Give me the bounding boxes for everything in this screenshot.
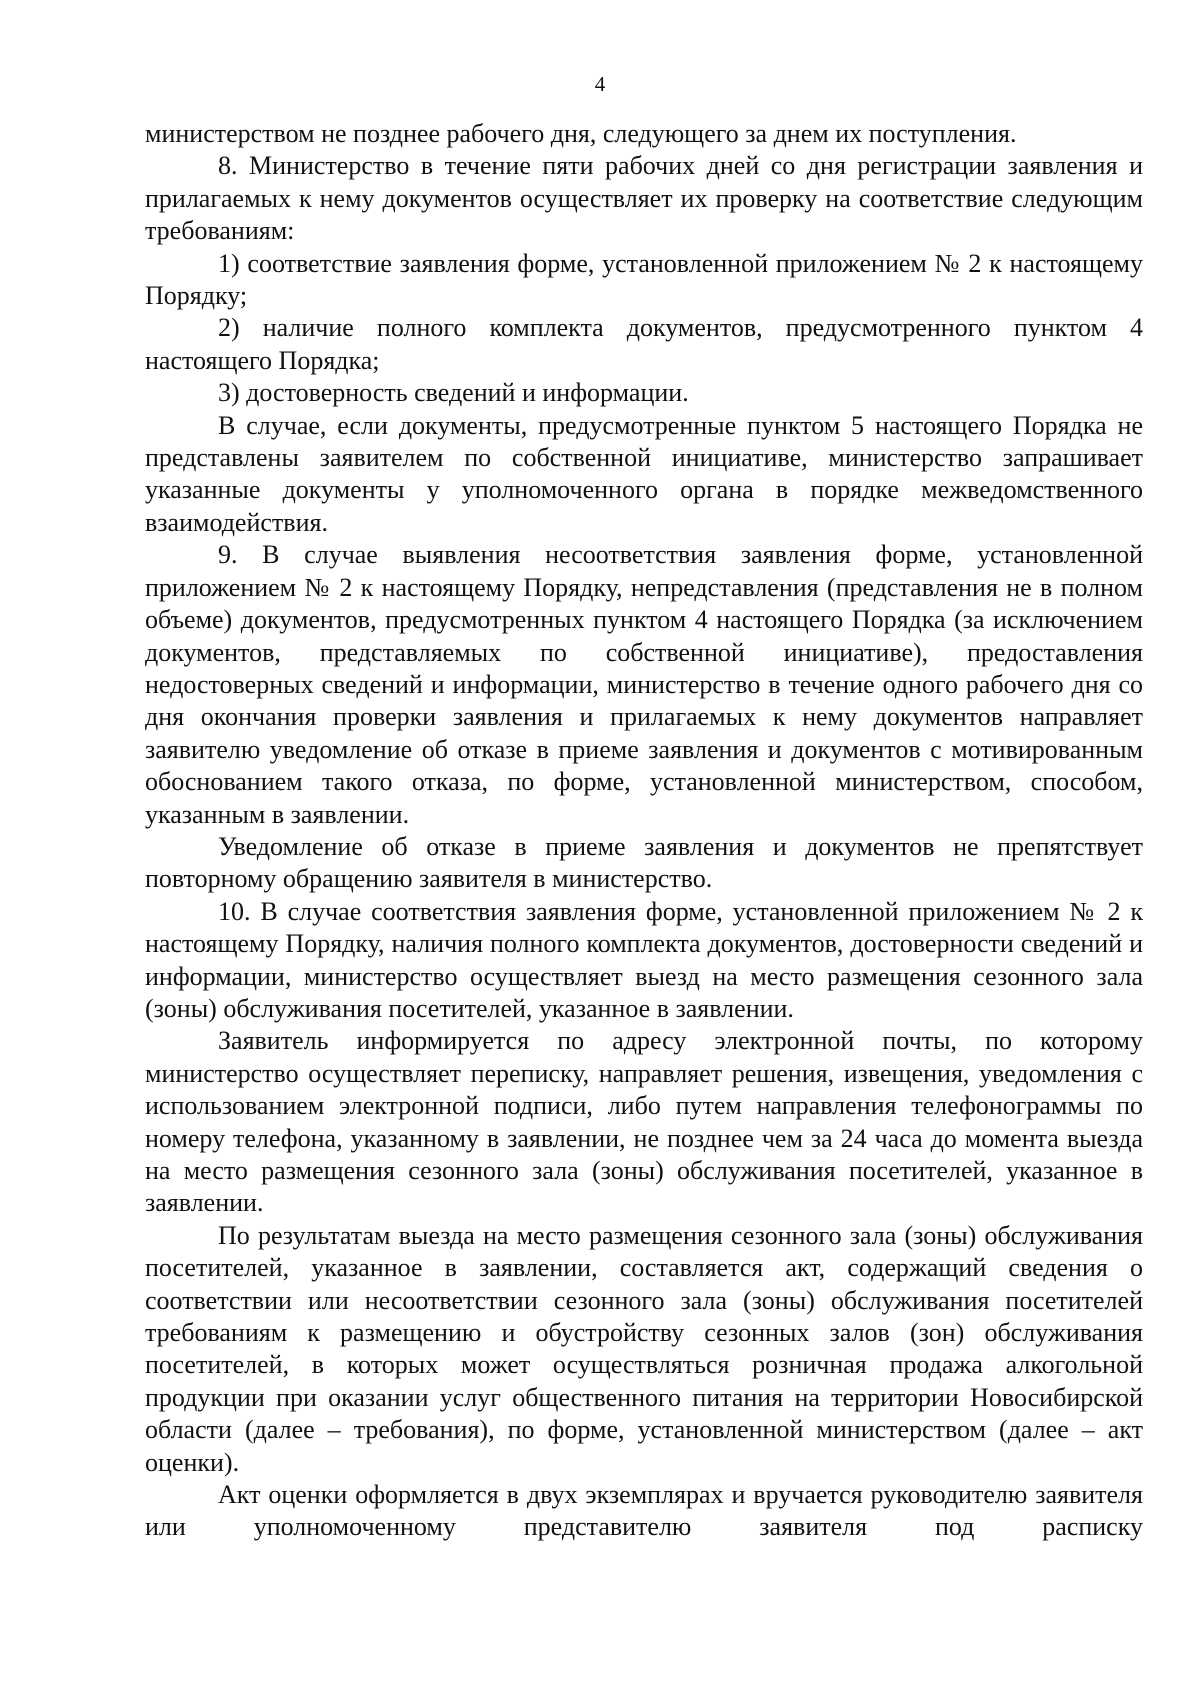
paragraph-item-8: 8. Министерство в течение пяти рабочих дней со дня регистрации заявления и прилагаемых к нему документов осуществляет их проверку на соответствие следующим требованиям: [145,151,1143,246]
paragraph-act-delivery: Акт оценки оформляется в двух экземплярах и вручается руководителю заявителя или уполномоченному представителю заявителя под расписку [145,1480,1143,1542]
page-number: 4 [594,72,606,96]
paragraph-subitem-1: 1) соответствие заявления форме, установленной приложением № 2 к настоящему Порядку; [145,248,1143,311]
paragraph-subitem-2: 2) наличие полного комплекта документов, предусмотренного пунктом 4 настоящего Порядка; [145,313,1143,375]
paragraph-subitem-3: 3) достоверность сведений и информации. [218,378,689,408]
paragraph-inspection-act: По результатам выезда на место размещения сезонного зала (зоны) обслуживания посетителей, указанное в заявлении, составляется акт, содержащий сведения о соответствии или несоответствии сезонного зала (зоны) обслуживания посетителей требованиям к размещению и обустройству сезонных залов (зон) обслуживания посетителей, в которых может осуществляться розничная продажа алкогольной продукции при оказании услуг общественного питания на территории Новосибирской области (далее – требования), по форме, установленной министерством (далее – акт оценки). [145,1220,1143,1477]
paragraph-item-9: 9. В случае выявления несоответствия заявления форме, установленной приложением № 2 к настоящему Порядку, непредставления (представления не в полном объеме) документов, предусмотренных пунктом 4 настоящего Порядка (за исключением документов, представляемых по собственной инициативе), предоставления недостоверных сведений и информации, министерство в течение одного рабочего дня со дня окончания проверки заявления и прилагаемых к нему документов направляет заявителю уведомление об отказе в приеме заявления и документов с мотивированным обоснованием такого отказа, по форме, установленной министерством, способом, указанным в заявлении. [145,540,1143,829]
paragraph-continuation: министерством не позднее рабочего дня, следующего за днем их поступления. [145,119,1017,148]
document-body [145,118,1143,1544]
paragraph-interagency-request: В случае, если документы, предусмотренные пунктом 5 настоящего Порядка не представлены заявителем по собственной инициативе, министерство запрашивает указанные документы у уполномоченного органа в порядке межведомственного взаимодействия. [145,410,1143,537]
paragraph-item-10: 10. В случае соответствия заявления форме, установленной приложением № 2 к настоящему Порядку, наличия полного комплекта документов, достоверности сведений и информации, министерство осуществляет выезд на место размещения сезонного зала (зоны) обслуживания посетителей, указанное в заявлении. [145,896,1143,1023]
paragraph-applicant-informed: Заявитель информируется по адресу электронной почты, по которому министерство осуществляет переписку, направляет решения, извещения, уведомления с использованием электронной подписи, либо путем направления телефонограммы по номеру телефона, указанному в заявлении, не позднее чем за 24 часа до момента выезда на место размещения сезонного зала (зоны) обслуживания посетителей, указанное в заявлении. [145,1026,1143,1218]
paragraph-refusal-notice: Уведомление об отказе в приеме заявления и документов не препятствует повторному обращению заявителя в министерство. [145,831,1143,894]
